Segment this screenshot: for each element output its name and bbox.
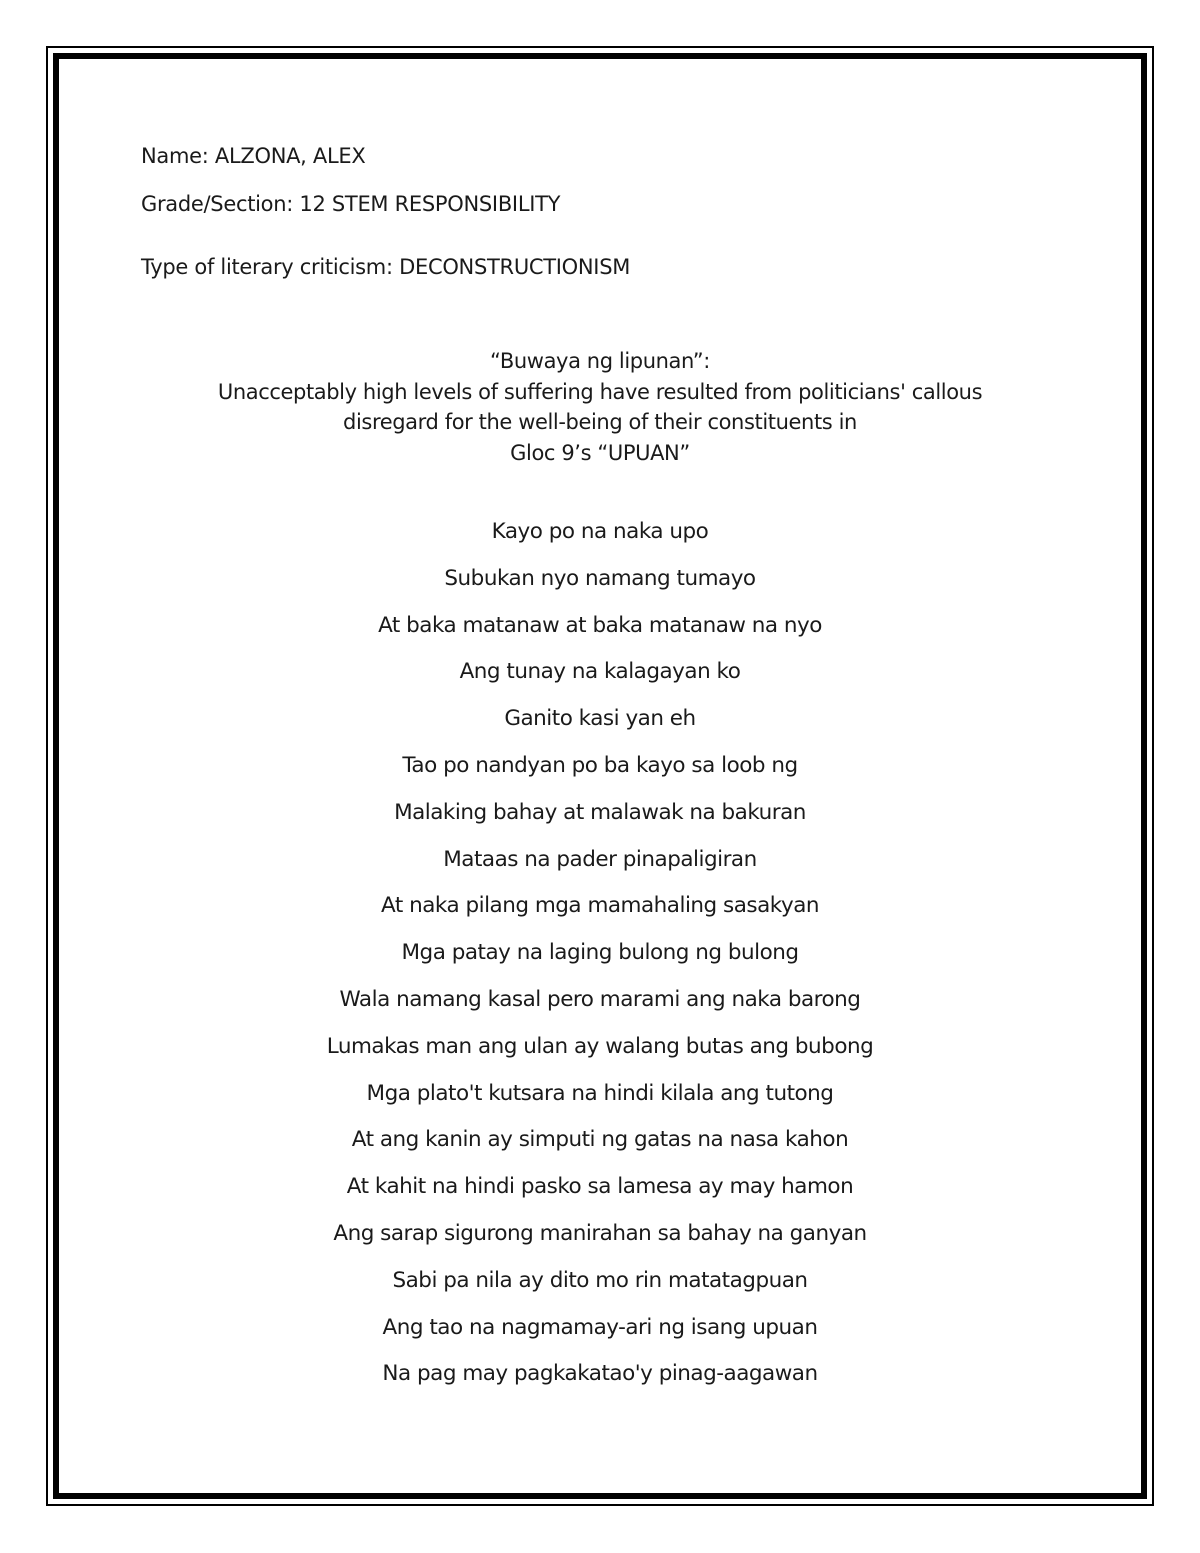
lyric-line: Mga patay na laging bulong ng bulong [401,940,799,966]
lyric-line: Ang tunay na kalagayan ko [459,659,741,685]
lyric-line: At kahit na hindi pasko sa lamesa ay may hamon [346,1174,854,1200]
grade-section-label: Grade/Section: [141,192,293,216]
title-line-1: “Buwaya ng lipunan”: [490,349,710,373]
lyrics-list [0,518,1200,1407]
lyric-line: Kayo po na naka upo [491,519,709,544]
grade-section-value: 12 STEM RESPONSIBILITY [299,192,561,216]
name-label: Name: [141,144,209,168]
lyric-line: Wala namang kasal pero marami ang naka barong [339,986,861,1012]
lyric-line: Mga plato't kutsara na hindi kilala ang tutong [366,1080,834,1106]
criticism-type-field [141,255,630,279]
criticism-type-label: Type of literary criticism: [141,255,393,279]
criticism-type-value: DECONSTRUCTIONISM [399,255,631,279]
lyric-line: Tao po nandyan po ba kayo sa loob ng [402,752,798,778]
lyric-line: Ganito kasi yan eh [504,706,696,732]
lyric-line: At baka matanaw at baka matanaw na nyo [378,612,822,638]
title-line-2: Unacceptably high levels of suffering have resulted from politicians' callous [217,379,983,404]
grade-section-field [141,192,560,216]
essay-title [0,346,1200,468]
name-value: ALZONA, ALEX [214,144,366,168]
lyric-line: Lumakas man ang ulan ay walang butas ang bubong [326,1033,874,1059]
lyric-line: At ang kanin ay simputi ng gatas na nasa kahon [351,1127,849,1153]
lyric-line: Ang sarap sigurong manirahan sa bahay na ganyan [333,1220,867,1246]
lyric-line: Mataas na pader pinapaligiran [443,846,757,872]
lyric-line: At naka pilang mga mamahaling sasakyan [380,893,819,919]
lyric-line: Malaking bahay at malawak na bakuran [394,799,806,825]
name-field [141,144,365,168]
lyric-line: Ang tao na nagmamay-ari ng isang upuan [382,1314,818,1340]
lyric-line: Sabi pa nila ay dito mo rin matatagpuan [392,1267,808,1293]
title-line-3: disregard for the well-being of their constituents in [343,410,857,434]
title-line-4: Gloc 9’s “UPUAN” [510,440,690,465]
lyric-line: Subukan nyo namang tumayo [444,565,756,591]
lyric-line: Na pag may pagkakatao'y pinag-aagawan [382,1361,818,1387]
